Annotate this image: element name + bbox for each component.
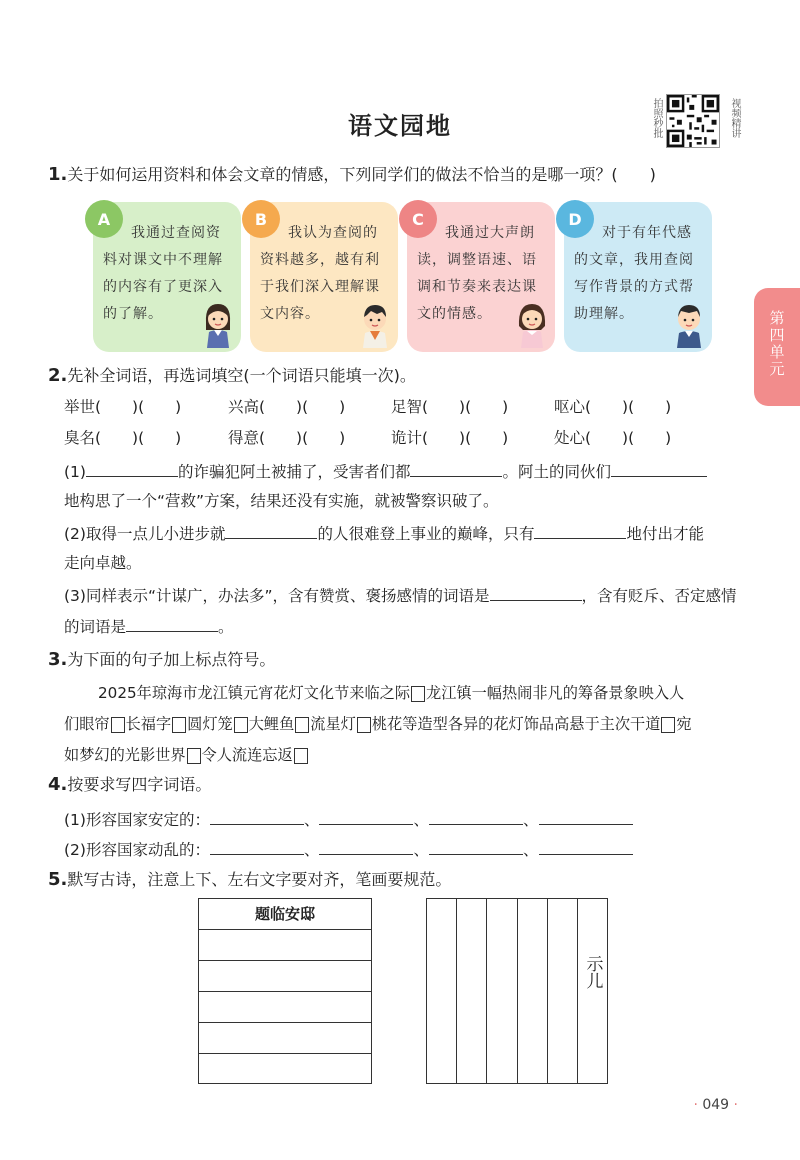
poem-writing-row[interactable] bbox=[199, 1054, 371, 1085]
fill-blank[interactable] bbox=[429, 808, 523, 825]
question-1-number: 1. bbox=[48, 164, 68, 185]
fill-blank[interactable] bbox=[210, 808, 304, 825]
q4-line-2: (2)形容国家动乱的： 、 、 、 bbox=[64, 838, 633, 860]
qr-right-label: 视频精讲 bbox=[729, 98, 740, 138]
q4-line-1: (1)形容国家安定的： 、 、 、 bbox=[64, 808, 633, 830]
page-title: 语文园地 bbox=[348, 112, 452, 140]
question-3 bbox=[48, 648, 275, 672]
poem-writing-column[interactable] bbox=[457, 899, 487, 1083]
fill-blank[interactable] bbox=[410, 460, 502, 477]
option-d-text: 对于有年代感的文章，我用查阅写作背景的方式帮助理解。 bbox=[574, 225, 694, 322]
question-5-text: 默写古诗，注意上下、左右文字要对齐，笔画要规范。 bbox=[67, 870, 452, 889]
q2-sentence-2: (2)取得一点儿小进步就 的人很难登上事业的巅峰，只有 地付出才能 bbox=[64, 522, 704, 544]
option-a-badge: A bbox=[85, 200, 123, 238]
q2-sentence-1: (1) 的诈骗犯阿土被捕了，受害者们都 。阿土的同伙们 bbox=[64, 460, 707, 482]
option-c-text: 我通过大声朗读，调整语速、语调和节奏来表达课文的情感。 bbox=[417, 225, 537, 322]
poem-1-title: 题临安邸 bbox=[199, 899, 371, 930]
idiom-cell[interactable]: 兴高( )( ) bbox=[228, 398, 346, 416]
girl-avatar-icon bbox=[515, 300, 549, 348]
option-d-badge: D bbox=[556, 200, 594, 238]
question-4-number: 4. bbox=[48, 774, 68, 795]
poem-writing-column[interactable] bbox=[487, 899, 517, 1083]
fill-blank[interactable] bbox=[611, 460, 707, 477]
punctuation-box[interactable] bbox=[295, 717, 309, 733]
punctuation-box[interactable] bbox=[234, 717, 248, 733]
qr-code-block[interactable] bbox=[646, 92, 748, 152]
question-2-number: 2. bbox=[48, 365, 68, 386]
idiom-cell[interactable]: 得意( )( ) bbox=[228, 429, 346, 447]
fill-blank[interactable] bbox=[319, 838, 413, 855]
punctuation-box[interactable] bbox=[294, 748, 308, 764]
fill-blank[interactable] bbox=[490, 584, 582, 601]
fill-blank[interactable] bbox=[225, 522, 317, 539]
poem-writing-row[interactable] bbox=[199, 930, 371, 961]
girl-avatar-icon bbox=[201, 300, 235, 348]
poem-2-title: 示儿 bbox=[582, 955, 603, 989]
poem-writing-column[interactable] bbox=[548, 899, 578, 1083]
q3-passage-line-1: 2025年琼海市龙江镇元宵花灯文化节来临之际 龙江镇一幅热闹非凡的筹备景象映入人 bbox=[98, 684, 685, 702]
option-b-badge: B bbox=[242, 200, 280, 238]
boy-avatar-icon bbox=[672, 300, 706, 348]
q2-sentence-1-cont: 地构思了一个“营救”方案，结果还没有实施，就被警察识破了。 bbox=[64, 492, 499, 510]
fill-blank[interactable] bbox=[210, 838, 304, 855]
question-2-text: 先补全词语，再选词填空(一个词语只能填一次)。 bbox=[67, 366, 416, 385]
question-4 bbox=[48, 773, 211, 797]
unit-side-tab[interactable] bbox=[754, 288, 800, 406]
punctuation-box[interactable] bbox=[661, 717, 675, 733]
question-4-text: 按要求写四字词语。 bbox=[67, 775, 212, 794]
fill-blank[interactable] bbox=[534, 522, 626, 539]
question-1 bbox=[48, 163, 656, 187]
option-card-c[interactable] bbox=[407, 202, 555, 352]
q3-passage-line-3: 如梦幻的光影世界 令人流连忘返 bbox=[64, 745, 309, 765]
punctuation-box[interactable] bbox=[411, 686, 425, 702]
qr-left-label: 拍照秒批 bbox=[651, 98, 662, 138]
poem-writing-column[interactable] bbox=[427, 899, 457, 1083]
poem-grid-horizontal bbox=[198, 898, 372, 1084]
fill-blank[interactable] bbox=[126, 615, 218, 632]
poem-grid-vertical bbox=[426, 898, 608, 1084]
option-card-a[interactable] bbox=[93, 202, 241, 352]
q2-sentence-3: (3)同样表示“计谋广，办法多”，含有赞赏、褒扬感情的词语是 ，含有贬斥、否定感情 bbox=[64, 584, 737, 606]
idiom-cell[interactable]: 足智( )( ) bbox=[391, 398, 509, 416]
poem-writing-column[interactable] bbox=[518, 899, 548, 1083]
fill-blank[interactable] bbox=[429, 838, 523, 855]
poem-writing-row[interactable] bbox=[199, 961, 371, 992]
option-c-badge: C bbox=[399, 200, 437, 238]
idiom-cell[interactable]: 诡计( )( ) bbox=[391, 429, 509, 447]
q2-sentence-2-cont: 走向卓越。 bbox=[64, 554, 142, 572]
option-card-d[interactable] bbox=[564, 202, 712, 352]
q2-sentence-3-cont: 的词语是 。 bbox=[64, 615, 234, 637]
fill-blank[interactable] bbox=[539, 808, 633, 825]
punctuation-box[interactable] bbox=[187, 748, 201, 764]
fill-blank[interactable] bbox=[539, 838, 633, 855]
fill-blank[interactable] bbox=[86, 460, 178, 477]
page-number: · 049 · bbox=[693, 1097, 738, 1113]
dot-icon: · bbox=[733, 1097, 738, 1113]
question-3-number: 3. bbox=[48, 649, 68, 670]
idiom-cell[interactable]: 呕心( )( ) bbox=[554, 398, 672, 416]
punctuation-box[interactable] bbox=[111, 717, 125, 733]
q3-passage-line-2: 们眼帘 长福字 圆灯笼 大鲤鱼 流星灯 桃花等造型各异的花灯饰品高悬于主次干道 宛 bbox=[64, 715, 692, 733]
question-1-text: 关于如何运用资料和体会文章的情感，下列同学们的做法不恰当的是哪一项？( ) bbox=[67, 165, 656, 184]
fill-blank[interactable] bbox=[319, 808, 413, 825]
dot-icon: · bbox=[693, 1097, 698, 1113]
poem-writing-row[interactable] bbox=[199, 992, 371, 1023]
idiom-cell[interactable]: 处心( )( ) bbox=[554, 429, 672, 447]
punctuation-box[interactable] bbox=[357, 717, 371, 733]
question-2 bbox=[48, 364, 416, 388]
option-a-text: 我通过查阅资料对课文中不理解的内容有了更深入的了解。 bbox=[103, 225, 223, 322]
boy-avatar-icon bbox=[358, 300, 392, 348]
question-5 bbox=[48, 868, 451, 892]
question-3-text: 为下面的句子加上标点符号。 bbox=[67, 650, 276, 669]
punctuation-box[interactable] bbox=[172, 717, 186, 733]
idiom-cell[interactable]: 臭名( )( ) bbox=[64, 429, 182, 447]
question-5-number: 5. bbox=[48, 869, 68, 890]
poem-2-title-column bbox=[578, 899, 607, 1083]
unit-side-tab-label: 第四单元 bbox=[767, 310, 786, 378]
option-card-b[interactable] bbox=[250, 202, 398, 352]
qr-code-icon bbox=[666, 94, 720, 148]
idiom-cell[interactable]: 举世( )( ) bbox=[64, 398, 182, 416]
poem-writing-row[interactable] bbox=[199, 1023, 371, 1054]
option-b-text: 我认为查阅的资料越多，越有利于我们深入理解课文内容。 bbox=[260, 225, 380, 322]
